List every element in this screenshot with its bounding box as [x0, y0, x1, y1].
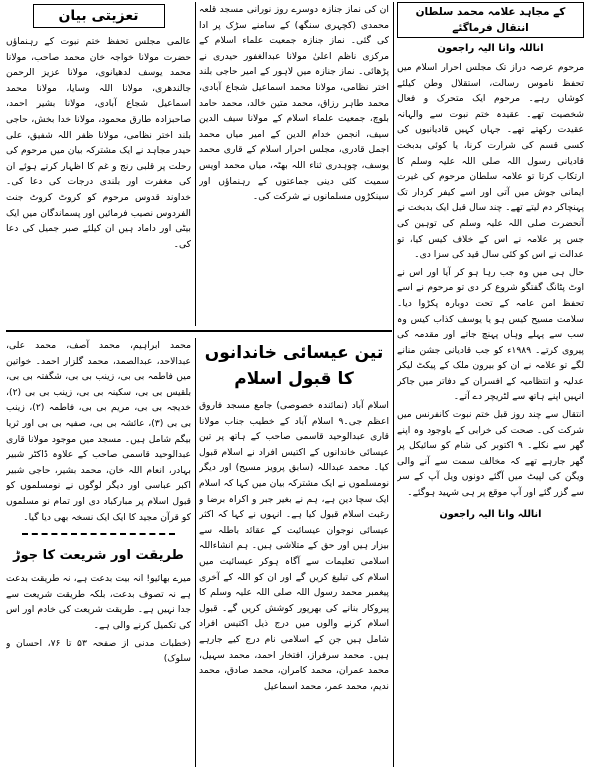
- convert-names-paragraph: محمد ابراہیم، محمد آصف، محمد علی، عبدالاحد، عبدالصمد، محمد گلزار احمد۔ خواتین میں فاطمہ بی بی، زینب بی بی، شگفتہ بی بی، بلقیس بی بی، سکینہ بی بی، زینب بی بی (۲)، خدیجہ بی بی، مریم بی بی، فاطمہ (۲)، زینب بی بی (۳)، عائشہ بی بی، صفیہ بی بی اور ثریا بیگم شامل ہیں۔ مسجد میں موجود مولانا قاری عبدالوحید قاسمی صاحب کے علاوہ ڈاکٹر شبیر بہادر، انعام اللہ خان، محمد بشیر، حاجی شبیر اکبر عباسی اور دیگر لوگوں نے نومسلموں کو قبول اسلام پر مبارکباد دی اور تمام نو مسلموں کو قرآن مجید کا ایک ایک نسخہ بھی دیا گیا۔: [6, 340, 191, 523]
- tariqat-title: طریقت اور شریعت کا جوڑ: [13, 548, 184, 564]
- conversion-title: تین عیسائی خاندانوں کا قبول اسلام: [204, 343, 384, 389]
- obituary-closing: اناللہ وانا الیہ راجعون: [439, 508, 542, 520]
- newspaper-page: [6, 2, 584, 767]
- conversion-paragraph: اسلام آباد (نمائندہ خصوصی) جامع مسجد فاروق اعظم جی۔۹ اسلام آباد کے خطیب جناب مولانا قاری عبدالوحید قاسمی صاحب کے ہاتھ پر تین عیسائی خاندانوں کے اکتیس افراد نے اسلام قبول کیا۔ محمد عبداللہ (سابق پرویز مسیح) اور دیگر نومسلموں نے ایک مشترکہ بیان میں کہا کہ اسلام ایک سچا دین ہے، ہم نے بغیر جبر و اکراہ برضا و رغبت اسلام قبول کیا ہے۔ انہوں نے کہا کہ اکثر عیسائی نوجوان عیسائیت کے عقائد باطلہ سے بیزار ہیں اور حق کے متلاشی ہیں۔ ہم انشاءاللہ اسلامی تعلیمات سے آگاہ ہوکر عیسائیت میں اسلام کی تبلیغ کریں گے اور ان کو اللہ کے آخری پیغمبر محمد رسول اللہ صلی اللہ علیہ وسلم کا پیروکار بنانے کی بھرپور کوشش کریں گے۔ قبول اسلام کرنے والوں میں درج ذیل اکتیس افراد شامل ہیں جن کے اسلامی نام درج کیے جارہے ہیں۔ محمد سرفراز، افتخار احمد، محمد سہیل، محمد عمران، محمد کامران، محمد صادق، محمد ندیم، محمد عمر، محمد اسماعیل: [199, 400, 389, 692]
- funeral-paragraph: ان کی نماز جنازہ دوسرے روز نورانی مسجد قلعہ محمدی (کچہری سنگھ) کے سامنے سڑک پر ادا کی گئی۔ نماز جنازہ جمعیت علماء اسلام کے مرکزی ناظم اعلیٰ مولانا عبدالغفور حیدری نے پڑھائی۔ نماز جنازہ میں لاہور کے امیر حاجی بلند اختر نظامی، مولانا محمد اسماعیل شجاع آبادی، محمد طاہر رزاق، محمد متین خالد، محمد حامد بلوچ، جمعیت علماء اسلام کے مولانا سیف الدین سیف، انجمن خدام الدین کے امیر میاں محمد اجمل قادری، مجلس احرار اسلام کے قاری محمد یوسف، چوہدری ثناء اللہ بھٹہ، میاں محمد اویس سمیت کئی دینی جماعتوں کے رہنماؤں اور سینکڑوں مسلمانوں نے شرکت کی۔: [199, 4, 389, 203]
- obituary-column: [397, 2, 584, 767]
- condolence-title: تعزیتی بیان: [33, 4, 165, 28]
- tariqat-quote: میرے بھائیو! انہ بیت بدعت ہے، نہ طریقت بدعت ہے نہ تصوف بدعت، بلکہ طریقت شریعت سے جدا نہیں ہے۔ طریقت شریعت کی خادم اور اس کی تکمیل کرنے والی ہے۔: [6, 573, 191, 631]
- tariqat-source: (خطبات مدنی از صفحہ ۵۳ تا ۷۶، احسان و سلوک): [6, 637, 191, 665]
- section-divider: [6, 330, 392, 332]
- obituary-subheader: اناللہ وانا الیہ راجعون: [437, 43, 544, 54]
- conversion-continued-column: [6, 338, 191, 767]
- obituary-paragraph-3: انتقال سے چند روز قبل ختم نبوت کانفرنس میں شرکت کی۔ صحت کی خرابی کے باوجود وہ اپنے گھر سے نکلے۔ ۹ اکتوبر کی شام کو سائیکل پر گھر جارہے تھے کہ مخالف سمت سے آنے والی ویگن کی لپیٹ میں آگئے دونوں ویل آپ کے سر سے گزر گئے اور آپ موقع پر ہی شہید ہوگئے۔: [397, 409, 584, 499]
- obituary-header: کے مجاہد علامہ محمد سلطان انتقال فرماگئے: [397, 2, 584, 38]
- column-divider-right: [393, 2, 394, 767]
- column-divider-bottom: [195, 338, 196, 767]
- obituary-paragraph-1: مرحوم عرصہ دراز تک مجلس احرار اسلام میں تحفظ ناموس رسالت، استقلال وطن کیلئے کوشاں رہے۔ مرحوم ایک متحرک و فعال شخصیت تھے۔ عقیدہ ختم نبوت سے والہانہ عقیدت رکھتے تھے۔ جہاں کہیں قادیانیوں کی کسی قسم کی شرارت کرنا، یا کوئی بدبخت قادیانی رسول اللہ صلی اللہ علیہ وسلم کا ارتکاب کرتا تو علامہ سلطان مرحوم کی غیرت ایمانی جوش میں آتی اور اسے کیفر کردار تک پہنچاکر دم لیتے تھے۔ چند سال قبل ایک بدبخت نے آنحضرت صلی اللہ علیہ وسلم کی توہین کی جس پر علامہ نے اس کے خلاف کیس کیا، تو عدالت نے اس کو کئی سال قید کی سزا دی۔: [397, 62, 584, 261]
- conversion-article: [199, 338, 389, 767]
- column-divider-left: [195, 2, 196, 326]
- condolence-column: [6, 2, 191, 326]
- condolence-paragraph: عالمی مجلس تحفظ ختم نبوت کے رہنماؤں حضرت مولانا خواجہ خان محمد صاحب، مولانا محمد یوسف لدھیانوی، مولانا عزیز الرحمن جالندھری، مولانا اللہ وسایا، مولانا محمد اسماعیل شجاع آبادی، مولانا بشیر احمد، صاحبزادہ طارق محمود، مولانا خدا بخش، حاجی بلند اختر نظامی، مولانا ظفر اللہ شفیق، علی حیدر مجاہد نے ایک مشترکہ بیان میں مرحوم کی رحلت پر قلبی رنج و غم کا اظہار کرتے ہوئے ان کی مغفرت اور بلندی درجات کی دعا کی۔ خداوند قدوس مرحوم کو کروٹ کروٹ جنت الفردوس نصیب فرمائیں اور پسماندگان میں ایک بیٹی اور داماد ہیں ان کیلئے صبر جمیل کی دعا کی۔: [6, 36, 191, 250]
- dashed-divider: [22, 533, 175, 535]
- obituary-paragraph-2: حال ہی میں وہ جب رہا ہو کر آیا اور اس نے اوٹ پٹانگ گفتگو شروع کر دی تو مرحوم نے اسے تحفظ امن عامہ کے تحت دوبارہ پکڑوا دیا۔ سلامت مسیح کیس ہو یا یوسف کذاب کیس وہ سب سے پہلے وہاں پہنچ جاتے اور مقدمہ کی پیروی کرتے۔ ۱۹۸۹ء کو جب قادیانی جشن منانے لگے تو علامہ نے ان کو بیرون ملک کے پیکٹ لیکر عدلیہ و انتظامیہ کے افسران کے دفاتر میں جاکر انہیں اپنے ہاتھ سے لٹریچر دے آتے۔: [397, 266, 584, 403]
- funeral-column: [199, 2, 389, 326]
